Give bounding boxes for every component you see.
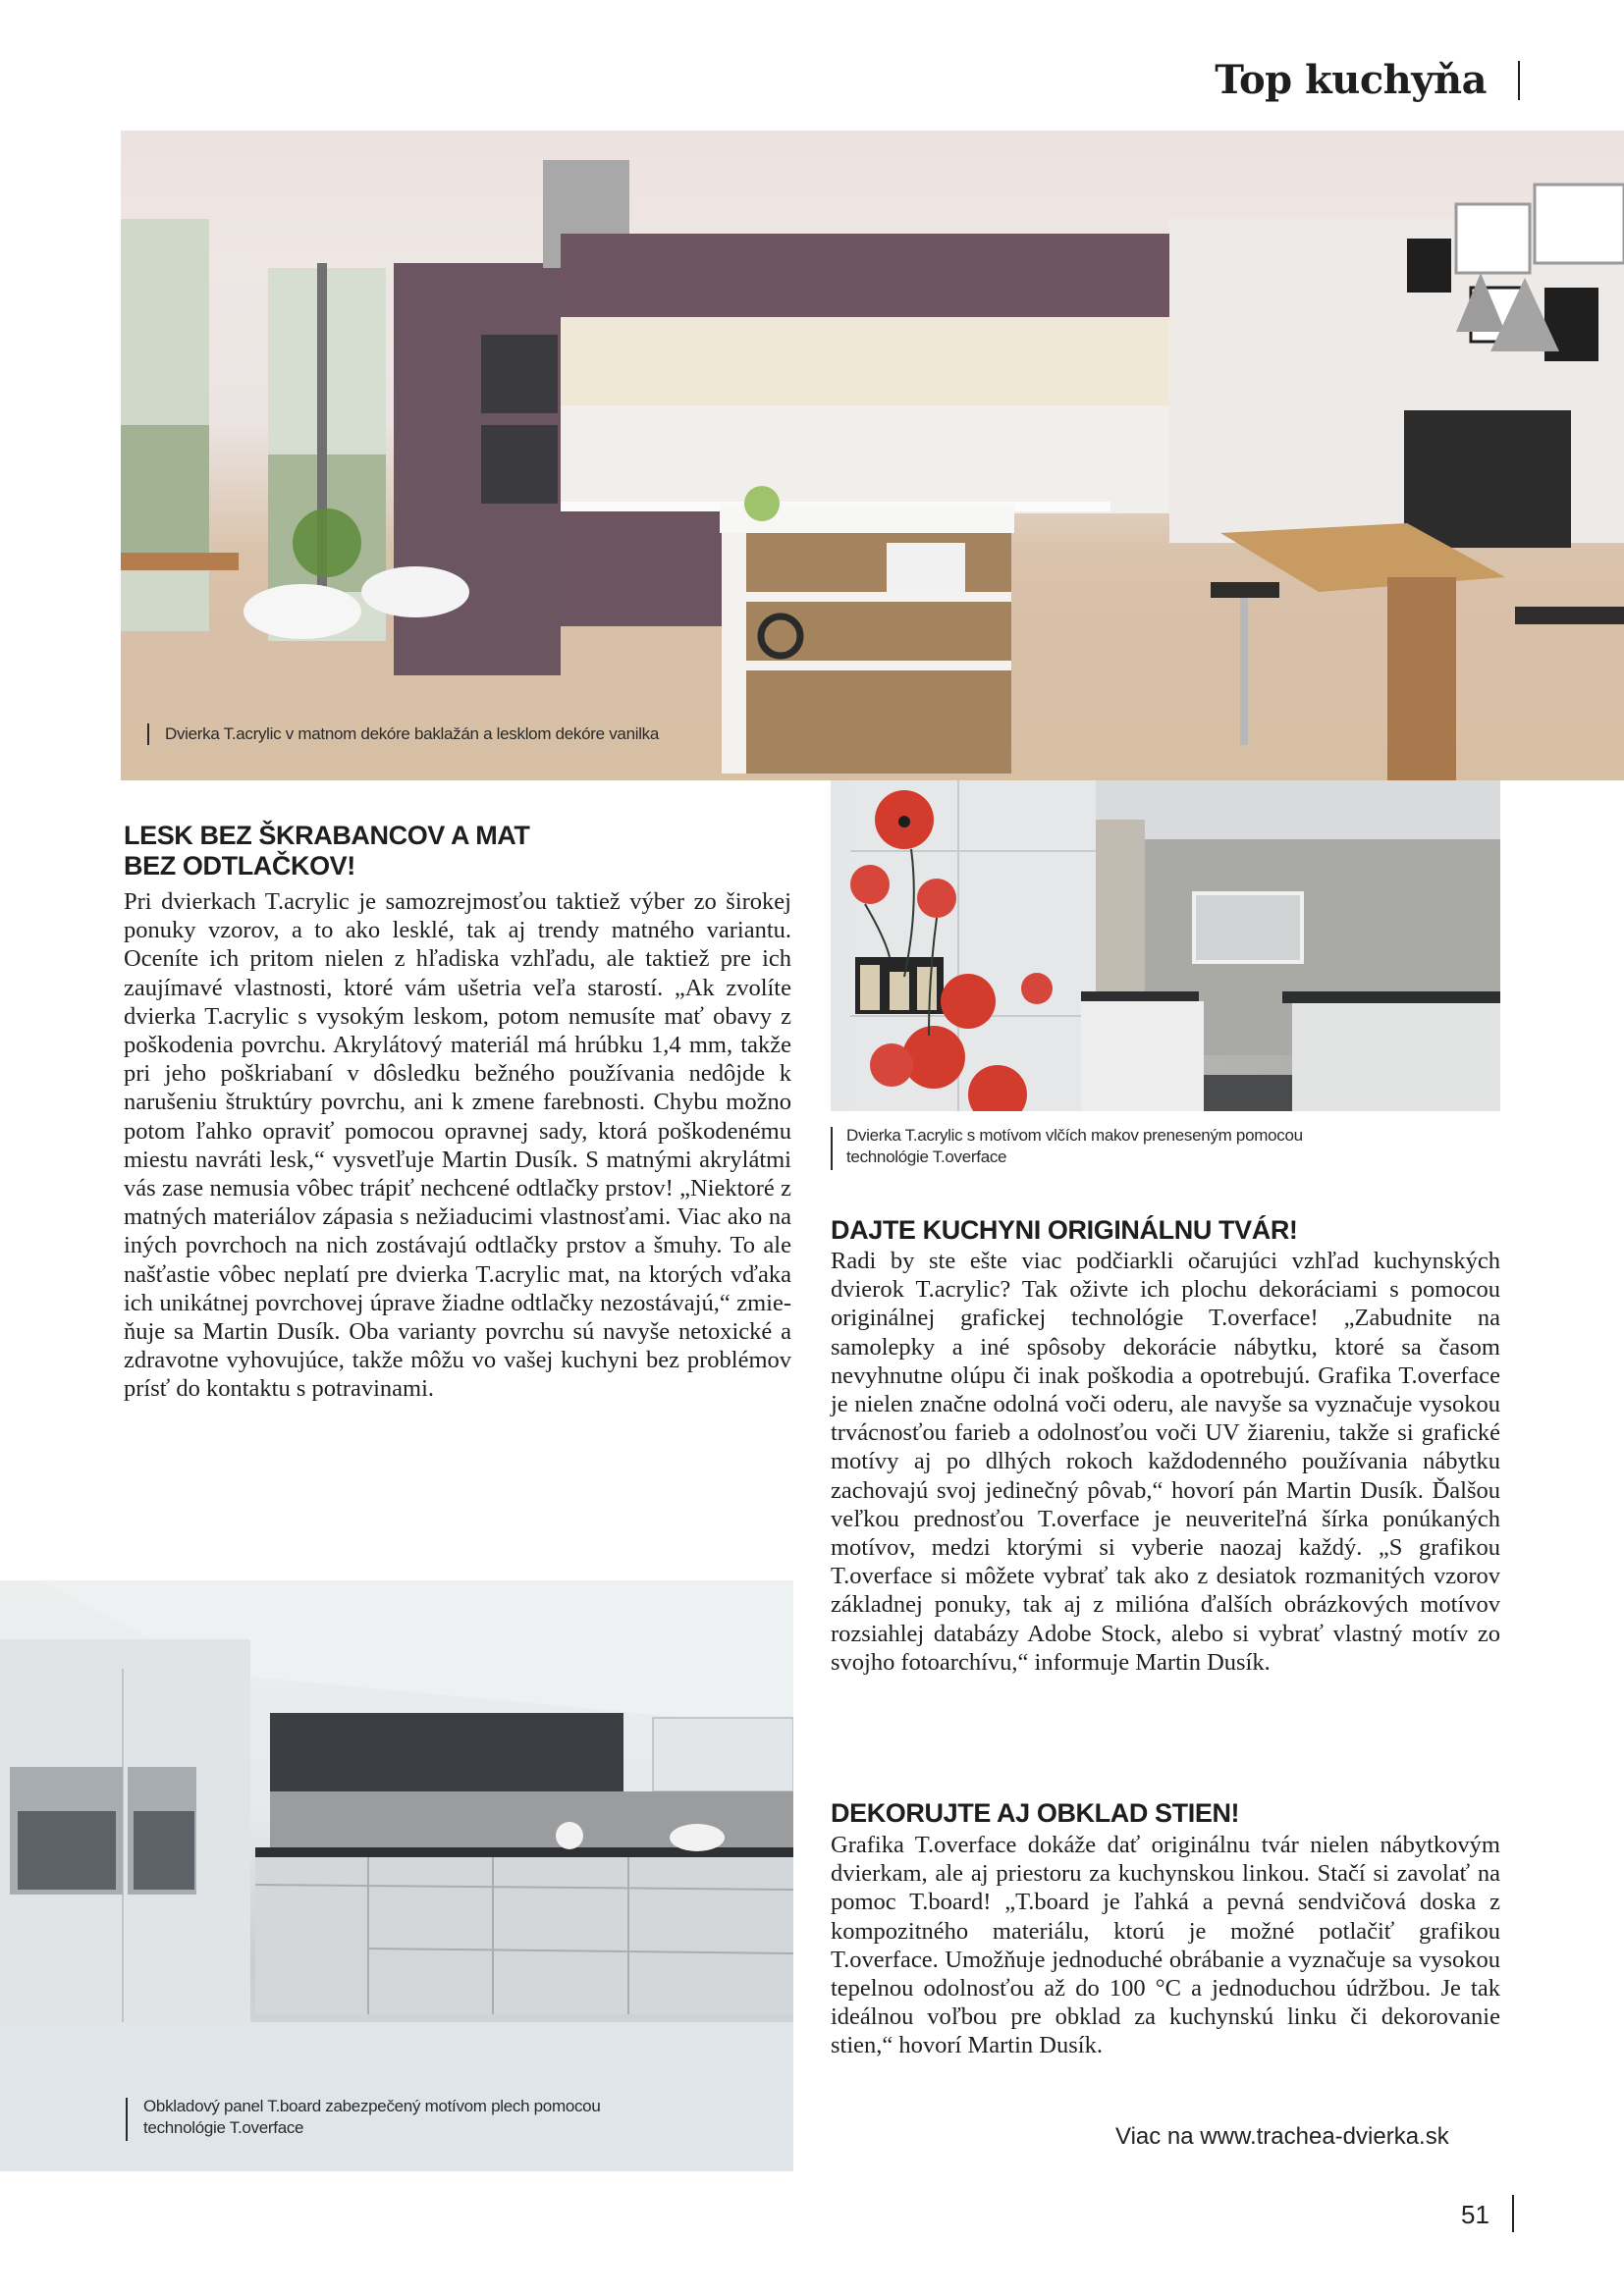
poppy-flower	[870, 1043, 913, 1087]
caption-bar	[147, 723, 149, 745]
dining-chair	[361, 566, 469, 617]
bar-stool-leg	[1240, 598, 1248, 745]
heading-line: DEKORUJTE AJ OBKLAD STIEN!	[831, 1798, 1240, 1828]
paragraph: Radi by ste ešte viac podčiarkli očarujúci vzhľad kuchynských dvierok T.acrylic? Tak oživte ich plochu dekoráciami s pomocou originálnej grafickej technológie T.overface! „Zabudnite na samolepky a iné spôsoby dekorácie nábytku, ktoré sa časom nevyhnutne olúpu či inak poškodia a opotrebujú. Grafika T.overface je nielen značne odolná voči oderu, ale navyše sa vyznačuje vysokou trvácnosťou farieb a odolnosťou voči UV žiareniu, takže si grafické motívy aj po dlhých rokoch každodenného používania nábytku zachovajú svoj jedinečný pôvab,“ hovorí pán Martin Dusík. Ďalšou veľkou prednosťou T.overface je neuveriteľná šírka ponúkaných motívov, medzi ktorými si vyberie naozaj každý. „S grafikou T.overface si môžete vybrať tak ako z desiatok rozmanitých vzorov základnej ponuky, tak aj z milióna ďalších obrázkových motívov rozsiahlej databázy Adobe Stock, alebo si vybrať vlastný motív zo svojho fotoarchívu,“ informuje Martin Dusík.	[831, 1248, 1500, 1676]
paragraph: Pri dvierkach T.acrylic je samozrejmosťou taktiež výber zo širokej ponuky vzorov, a to ako lesklé, tak aj trendy matného variantu. Oceníte ich pritom nielen z hľadiska vzhľadu, ale taktiež pre ich zaujímavé vlastnosti, ktoré vám ušetria veľa starostí. „Ak zvolíte dvierka T.acrylic s vysokým leskom, potom nemusíte mať obavy z poškodenia povrchu. Akrylátový materiál má hrúbku 1,4 mm, takže pri jeho poškriabaní v dôsledku bežného používania nedôjde k narušeniu štruktúry povrchu, ani k zmene farebnosti. Chybu možno potom ľahko opraviť pomocou opravnej sady, ktorá poškodenému miestu navráti lesk,“ vysvetľuje Martin Dusík. S matnými akrylátmi vás zase nemusia vôbec trápiť nechcené odtlačky prstov! „Niektoré z matných materiálov zápasia s nežiaducimi vlastnosťami. Viac ako na iných povrchoch na nich zostávajú odtlačky prstov a šmuhy. To ale našťastie vôbec neplatí pre dvierka T.acrylic mat, na ktorých vďaka ich unikátnej povrchovej úprave žiadne odtlačky nezostávajú,“ zmieňuje sa Martin Dusík. Oba varianty povrchu sú navyše netoxické a zdravotne vyhovujúce, takže môžu vo vašej kuchyni bez problémov prísť do kontaktu s potravinami.	[124, 888, 791, 1403]
section-heading-1	[124, 821, 530, 881]
caption-bar	[831, 1127, 833, 1170]
section-body-1	[124, 887, 791, 1404]
oven-lower	[481, 425, 558, 504]
bar-stool	[1515, 607, 1624, 624]
heading-line: DAJTE KUCHYNI ORIGINÁLNU TVÁR!	[831, 1215, 1298, 1245]
poppy-flower	[902, 1026, 965, 1089]
countertop	[1282, 991, 1500, 1003]
page-number-divider	[1512, 2195, 1514, 2232]
grey-kitchen-illustration	[0, 1580, 793, 2171]
cooking-pot	[670, 1824, 725, 1851]
photo-caption-grey	[143, 2096, 600, 2139]
island-side	[722, 533, 746, 774]
countertop	[1081, 991, 1199, 1001]
poppy-flower	[917, 879, 956, 918]
upper-cabinets-vanilla	[561, 317, 1169, 405]
poppy-kitchen-illustration	[831, 780, 1500, 1111]
dining-table	[121, 553, 239, 570]
section-heading-3	[831, 1798, 1239, 1829]
base-cabinets	[255, 1857, 793, 2014]
paragraph: Grafika T.overface dokáže dať originálnu tvár nielen nábytkovým dvierkam, ale aj priestoru za kuchynskou linkou. Stačí si zavolať na pomoc T.board! „T.board je ľahká a pevná sendvičová doska z kompozitného materiálu, ktorú je možné potlačiť grafikou T.overface. Umožňuje jednoduché obrábanie a vyznačuje sa vysokou tepelnou odolnosťou až do 100 °C a jednoduchou údržbou. Je tak ideálnou voľbou pre obklad za kuchynskú linku či dekorovanie stien,“ hovorí Martin Dusík.	[831, 1832, 1500, 2059]
section-heading-2	[831, 1215, 1298, 1246]
cooker-hood	[653, 1718, 793, 1791]
base-cabinet	[1081, 1001, 1204, 1111]
window-trees	[121, 425, 209, 553]
bar-leg-wood	[1387, 577, 1456, 780]
picture-frame	[1407, 239, 1451, 293]
heading-line: LESK BEZ ŠKRABANCOV A MAT	[124, 821, 530, 850]
caption-line: technológie T.overface	[846, 1148, 1007, 1166]
photo-caption: Dvierka T.acrylic v matnom dekóre baklažán a lesklom dekóre vanilka	[165, 724, 660, 743]
island-cabinet	[1292, 1003, 1500, 1111]
dining-chair	[244, 584, 361, 639]
poppy-flower	[850, 865, 890, 904]
island-shelf	[746, 592, 1011, 602]
photo-kitchen-aubergine-vanilla	[121, 131, 1624, 780]
section-title-divider	[1518, 61, 1520, 100]
section-title: Top kuchyňa	[1215, 57, 1487, 103]
caption-bar	[126, 2098, 128, 2141]
potted-plant	[293, 508, 361, 577]
caption-line: Obkladový panel T.board zabezpečený motívom plech pomocou	[143, 2097, 601, 2115]
kitchen-window	[1194, 893, 1302, 962]
kitchen-illustration	[121, 131, 1624, 780]
floor	[1204, 1075, 1292, 1111]
apples	[744, 486, 780, 521]
bar-stool	[1211, 582, 1279, 598]
heading-line: BEZ ODTLAČKOV!	[124, 851, 355, 881]
photo-kitchen-poppy-motif	[831, 780, 1500, 1111]
photo-caption-poppy	[846, 1125, 1303, 1168]
page-number: 51	[1461, 2200, 1489, 2229]
section-body-2	[831, 1247, 1500, 1677]
chalkboard	[1404, 410, 1571, 548]
oven-upper	[481, 335, 558, 413]
caption-line: Dvierka T.acrylic s motívom vlčích makov preneseným pomocou	[846, 1126, 1303, 1145]
books	[887, 543, 965, 592]
window-frame	[317, 263, 327, 636]
caption-line: technológie T.overface	[143, 2118, 304, 2137]
more-info-link[interactable]: Viac na www.trachea-dvierka.sk	[1115, 2123, 1449, 2150]
island-shelf	[746, 661, 1011, 670]
section-body-3	[831, 1831, 1500, 2060]
picture-frame	[1456, 204, 1530, 273]
poppy-flower	[941, 974, 996, 1029]
glass-wall-cabinets	[270, 1713, 623, 1791]
upper-cabinets-aubergine	[561, 234, 1169, 317]
photo-kitchen-tboard-backsplash	[0, 1580, 793, 2171]
backsplash-brick	[561, 405, 1169, 513]
teapot	[556, 1822, 583, 1849]
picture-frame	[1535, 185, 1624, 263]
poppy-flower	[1021, 973, 1053, 1004]
